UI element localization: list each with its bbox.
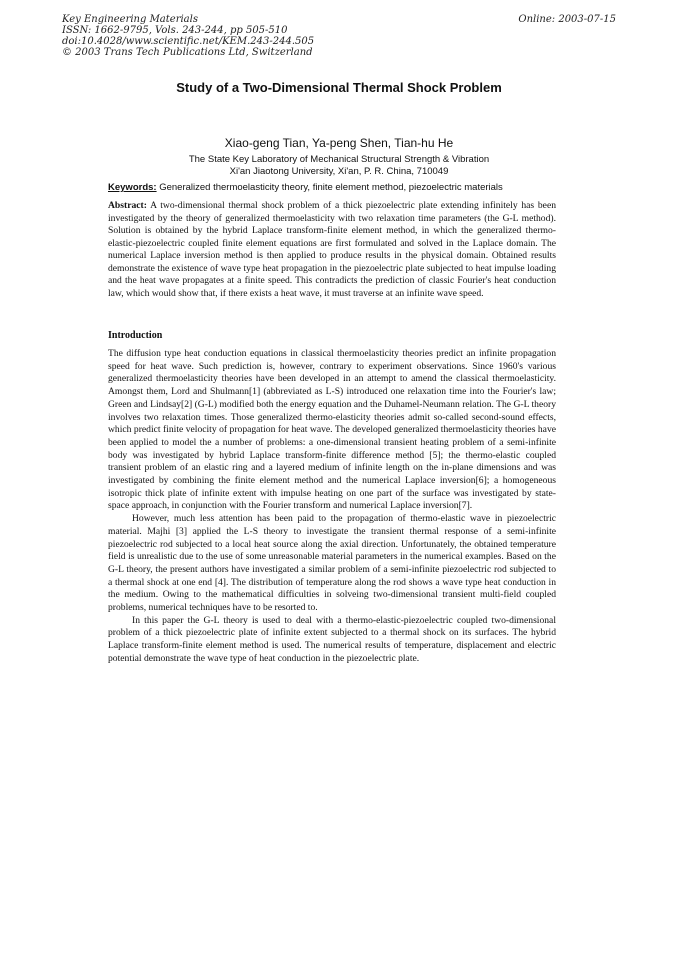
journal-name: Key Engineering Materials: [62, 14, 198, 25]
affiliation-line-1: The State Key Laboratory of Mechanical Structural Strength & Vibration: [188, 154, 490, 165]
paper-title: Study of a Two-Dimensional Thermal Shock Problem: [176, 80, 502, 95]
affiliation-line-2: Xi'an Jiaotong University, Xi'an, P. R. China, 710049: [229, 166, 449, 177]
keywords-text: Generalized thermoelasticity theory, finite element method, piezoelectric materials: [156, 182, 503, 193]
intro-paragraph-2: However, much less attention has been paid to the propagation of thermo-elastic wave in piezoelectric material. Majhi [3] applied the L-S theory to investigate the transient thermal response of a semi-infinite piezoelectric rod subjected to a local heat source along the axial direction. Unfortunately, the obtained temperature field is unrealistic due to the use of some unreasonable material parameters in the numerical examples. Based on the G-L theory, the present authors have investigated a similar problem of a semi-infinite piezoelectric rod subjected to a thermal shock at one end [4]. The distribution of temperature along the rod shows a wave type heat conduction in the medium. Owing to the mathematical difficulties in solveing two-dimensional transient multi-field coupled problems, numerical techniques have to be resorted to.: [108, 513, 556, 614]
keywords: [108, 182, 568, 193]
abstract-text: A two-dimensional thermal shock problem of a thick piezoelectric plate extending infinitely has been investigated by the theory of generalized thermoelasticity with two relaxation time parameters (the G-L method). Solution is obtained by the hybrid Laplace transform-finite element method, in which the generalized thermo-elastic-piezoelectric coupled finite element equations are first formulated and solved in the Laplace domain. The numerical Laplace inversion method is then applied to produce results in the physical domain. Obtained results demonstrate the existence of wave type heat propagation in the piezoelectric plate subjected to heat impulse loading and the heat wave propagates at a finite speed. This contradicts the prediction of classic Fourier's heat conduction law, which would show that, if there exists a heat wave, it must traverse at an infinite wave speed.: [108, 200, 556, 299]
section-heading-introduction: Introduction: [108, 330, 163, 341]
issn-line: ISSN: 1662-9795, Vols. 243-244, pp 505-510: [62, 25, 288, 36]
abstract-label: Abstract:: [108, 200, 147, 211]
copyright-line: © 2003 Trans Tech Publications Ltd, Switzerland: [62, 47, 313, 58]
affiliation: [0, 154, 678, 178]
intro-paragraph-3: In this paper the G-L theory is used to deal with a thermo-elastic-piezoelectric coupled two-dimensional problem of a thick piezoelectric plate of infinite extent subjected to a thermal shock on its surfaces. The hybrid Laplace transform-finite element method is used. The numerical results of temperature, displacement and electric potential demonstrate the wave type of heat conduction in the piezoelectric plate.: [108, 614, 556, 664]
doi-line: doi:10.4028/www.scientific.net/KEM.243-244.505: [62, 36, 315, 47]
keywords-label: Keywords:: [108, 182, 157, 193]
online-date: Online: 2003-07-15: [518, 14, 616, 25]
intro-paragraph-1: The diffusion type heat conduction equations in classical thermoelasticity theories predict an infinite propagation speed for heat wave. Such prediction is, however, contrary to experiment observations. Since 1960's various generalized thermoelasticity theories have been developed in an attempt to amend the classical thermoelasticity. Amongst them, Lord and Shulmann[1] (abbreviated as L-S) introduced one relaxation time into the Fourier's law; Green and Lindsay[2] (G-L) modified both the energy equation and the Duhamel-Neumann relation. The G-L theory involves two relaxation times. Those generalized thermo-elasticity theories admit so-called second-sound effects, which predict finite velocity of propagation for heat wave. The developed generalized thermoelasticity theories have been applied to model the a number of problems: a one-dimensional transient heating problem of a semi-infinite body was investigated by hybrid Laplace transform-finite difference method [5]; the thermo-elastic coupled transient problem of an elastic ring and a layered medium of infinite length on the in-plane dimensions and was investigated by combining the finite element method and the numerical Laplace inversion[6]; a homogeneous isotropic thick plate of infinite extent with impulse heating on one part of the surface was investigated by state-space approach, in conjunction with the Fourier transform and numerical Laplace inversion[7].: [108, 348, 556, 512]
introduction-body: [108, 348, 556, 666]
abstract: [108, 200, 556, 300]
author-list: Xiao-geng Tian, Ya-peng Shen, Tian-hu He: [224, 136, 454, 150]
